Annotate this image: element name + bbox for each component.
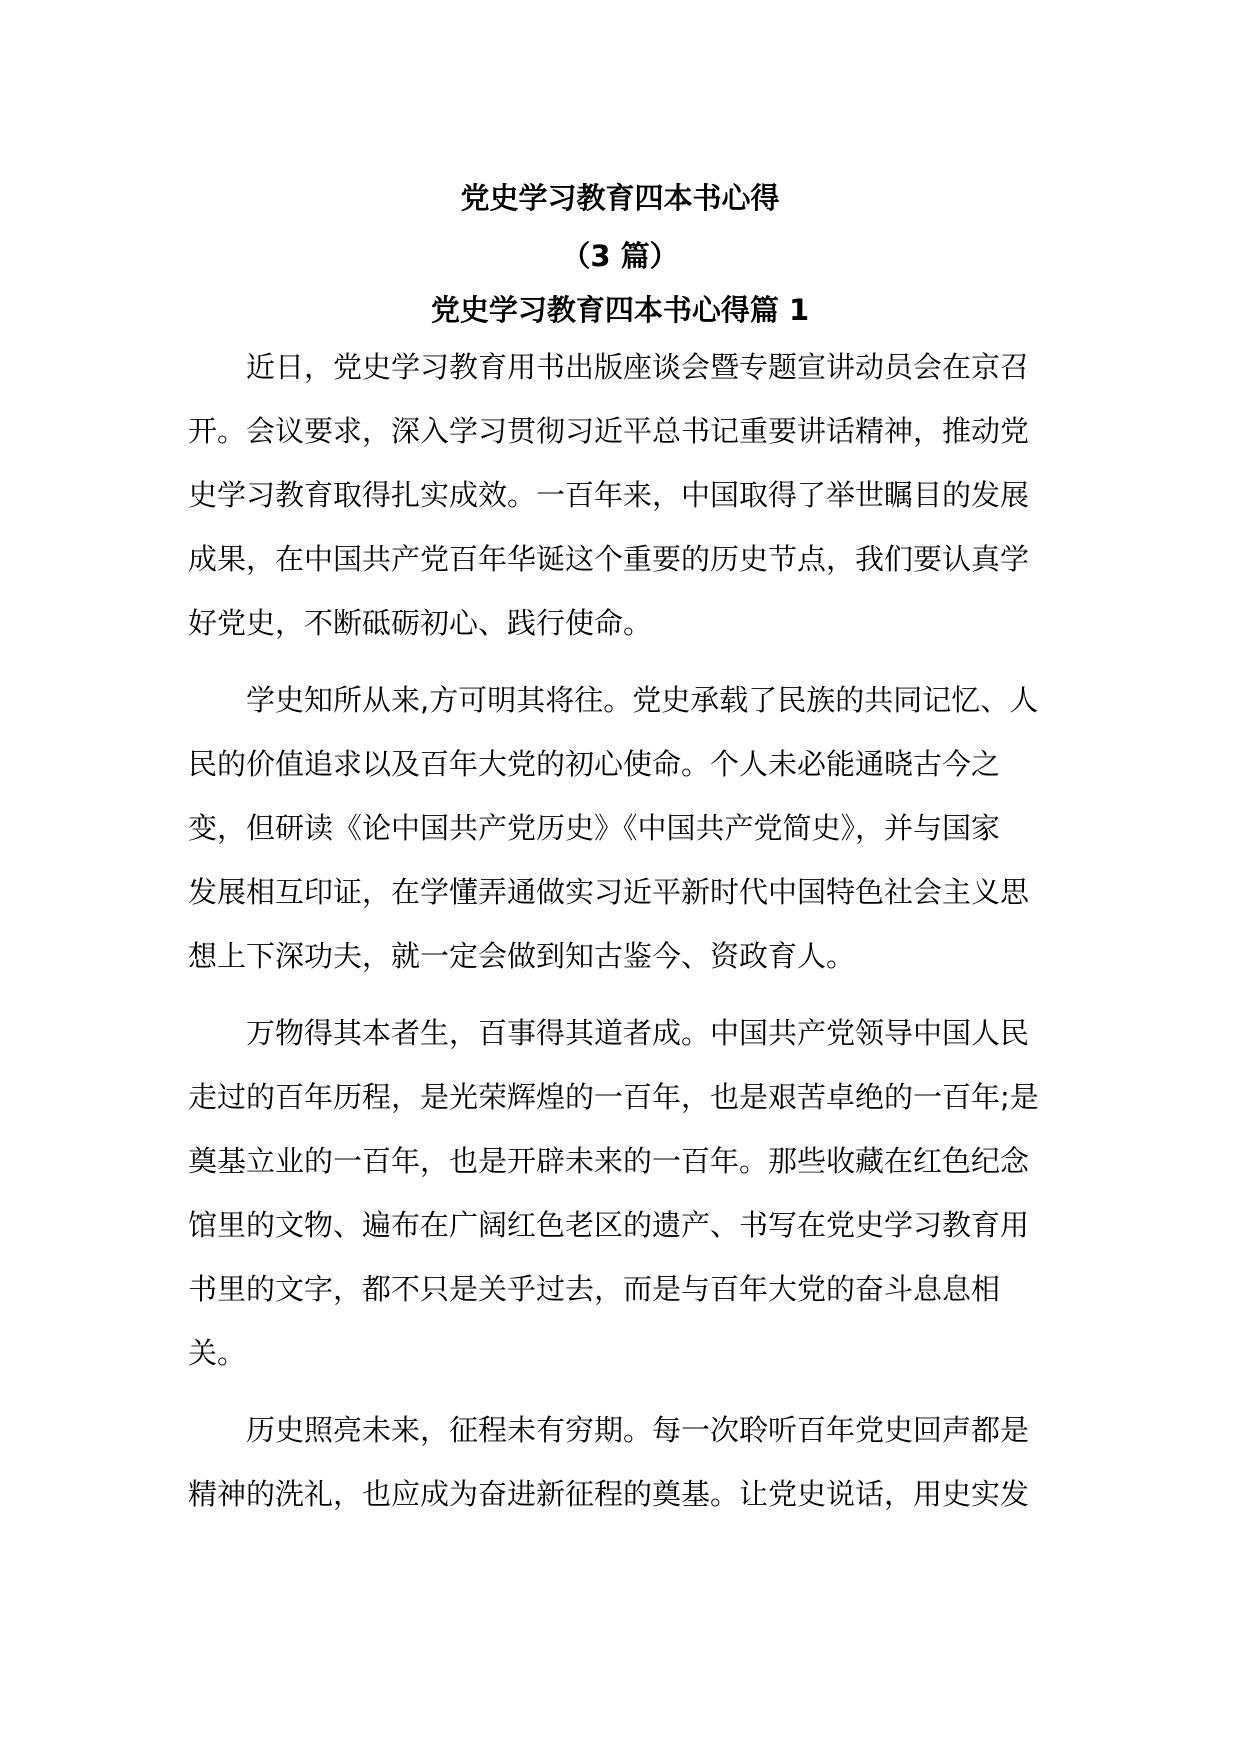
document-body <box>188 335 1068 1526</box>
section-title: 党史学习教育四本书心得篇 1 <box>430 293 810 327</box>
document-count: （3 篇） <box>561 239 679 273</box>
paragraph: 万物得其本者生，百事得其道者成。中国共产党领导中国人民 走过的百年历程，是光荣辉煌的一百年，也是艰苦卓绝的一百年;是 奠基立业的一百年，也是开辟未来的一百年。那些收藏在红色纪念 馆里的文物、遍布在广阔红色老区的遗产、书写在党史学习教育用 书里的文字，都不只是关乎过去，而是与百年大党的奋斗息息相 关。 <box>188 1016 1039 1370</box>
paragraph: 学史知所从来,方可明其将往。党史承载了民族的共同记忆、人 民的价值追求以及百年大党的初心使命。个人未必能通晓古今之 变，但研读《论中国共产党历史》《中国共产党简史》，并与国家 发展相互印证，在学懂弄通做实习近平新时代中国特色社会主义思 想上下深功夫，就一定会做到知古鉴今、资政育人。 <box>188 683 1039 973</box>
document-title: 党史学习教育四本书心得 <box>460 181 780 215</box>
paragraph: 近日，党史学习教育用书出版座谈会暨专题宣讲动员会在京召 开。会议要求，深入学习贯彻习近平总书记重要讲话精神，推动党 史学习教育取得扎实成效。一百年来，中国取得了举世瞩目的发展 成果，在中国共产党百年华诞这个重要的历史节点，我们要认真学 好党史，不断砥砺初心、践行使命。 <box>188 350 1030 640</box>
paragraph: 历史照亮未来，征程未有穷期。每一次聆听百年党史回声都是 精神的洗礼，也应成为奋进新征程的奠基。让党史说话，用史实发 <box>188 1413 1030 1511</box>
